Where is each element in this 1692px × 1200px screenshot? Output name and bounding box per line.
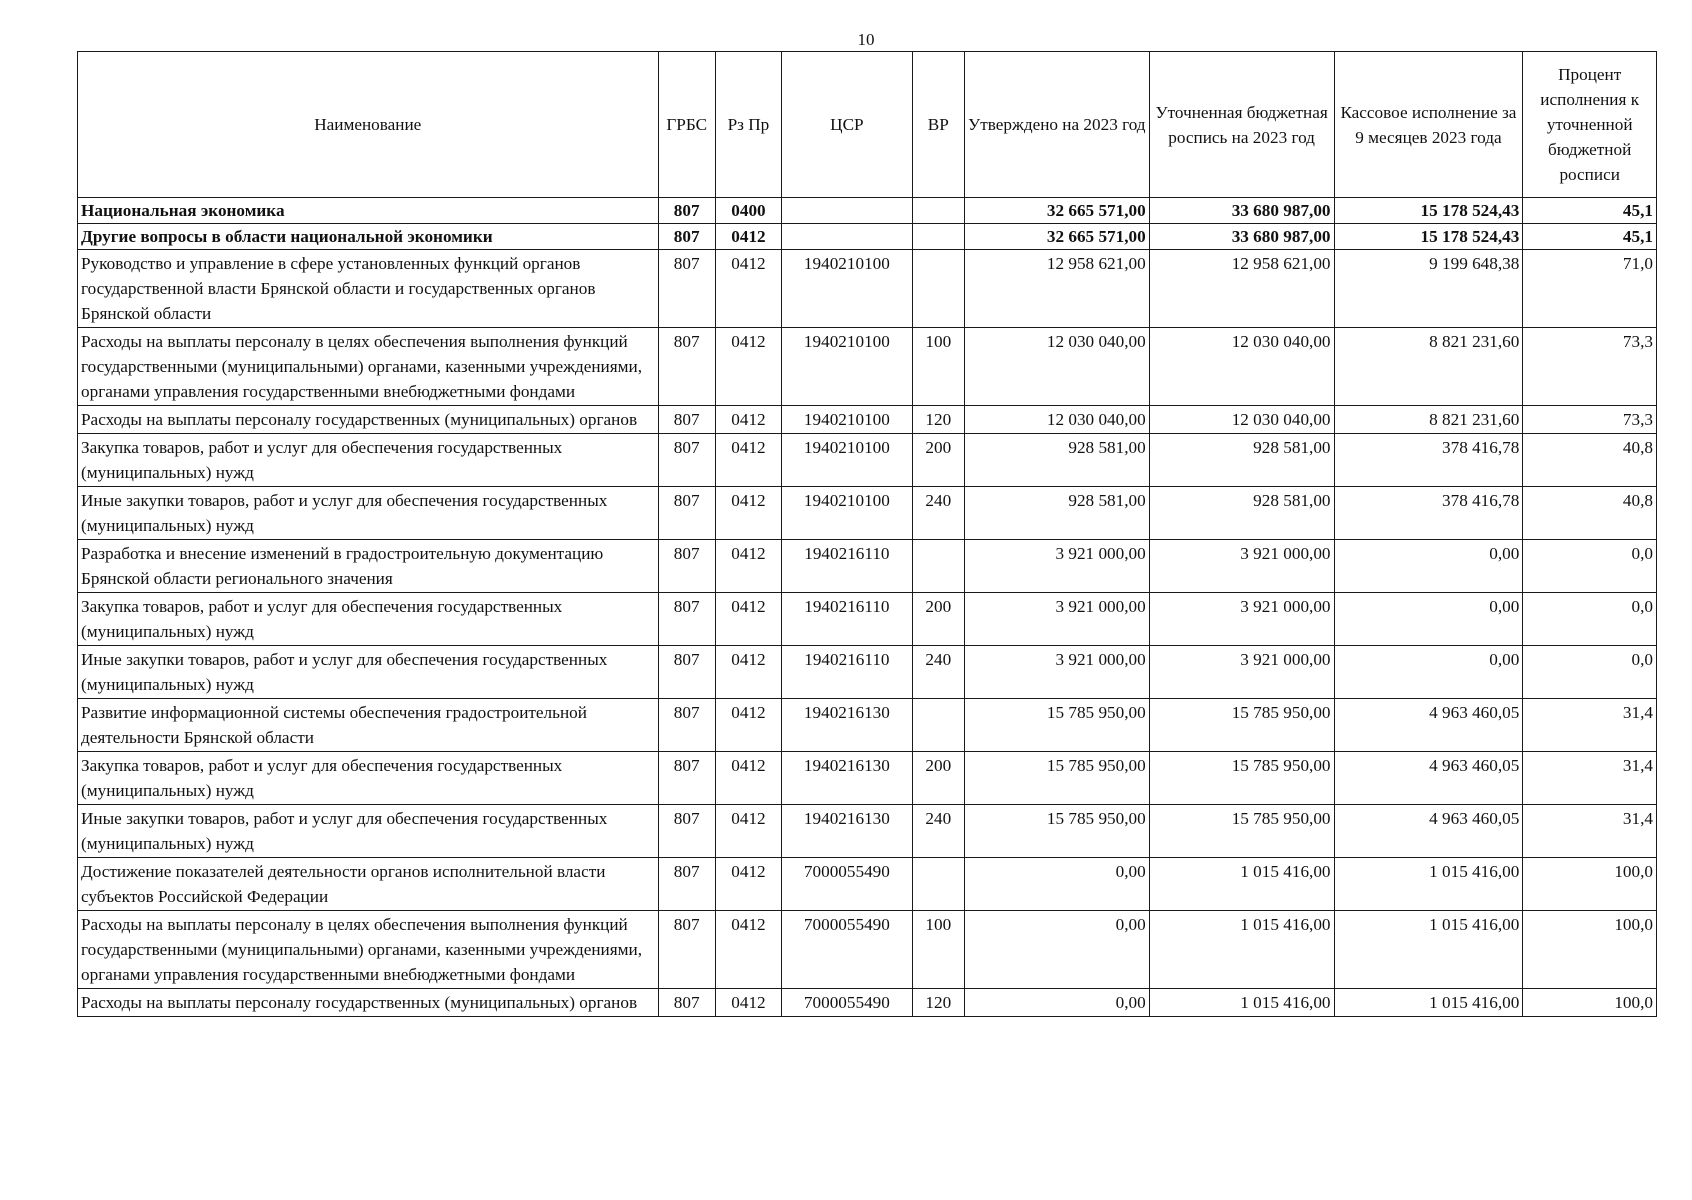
cell-approved: 12 030 040,00 <box>964 328 1149 406</box>
header-refined: Уточненная бюджетная роспись на 2023 год <box>1149 52 1334 198</box>
cell-csr: 1940210100 <box>782 250 913 328</box>
cell-grbs: 807 <box>658 198 715 224</box>
cell-rzpr: 0412 <box>715 911 781 989</box>
cell-csr: 7000055490 <box>782 911 913 989</box>
cell-percent: 71,0 <box>1523 250 1657 328</box>
cell-vr: 120 <box>912 406 964 434</box>
cell-refined: 12 030 040,00 <box>1149 406 1334 434</box>
cell-grbs: 807 <box>658 752 715 805</box>
cell-approved: 15 785 950,00 <box>964 752 1149 805</box>
cell-csr: 1940216130 <box>782 699 913 752</box>
cell-rzpr: 0412 <box>715 646 781 699</box>
cell-refined: 3 921 000,00 <box>1149 646 1334 699</box>
cell-approved: 0,00 <box>964 911 1149 989</box>
cell-approved: 12 958 621,00 <box>964 250 1149 328</box>
cell-refined: 15 785 950,00 <box>1149 699 1334 752</box>
cell-name: Разработка и внесение изменений в градостроительную документацию Брянской области регионального значения <box>78 540 659 593</box>
table-body <box>78 198 1657 1017</box>
cell-rzpr: 0412 <box>715 752 781 805</box>
cell-approved: 0,00 <box>964 858 1149 911</box>
cell-grbs: 807 <box>658 911 715 989</box>
cell-refined: 33 680 987,00 <box>1149 198 1334 224</box>
cell-grbs: 807 <box>658 250 715 328</box>
cell-cash: 4 963 460,05 <box>1334 805 1523 858</box>
cell-rzpr: 0412 <box>715 224 781 250</box>
cell-cash: 4 963 460,05 <box>1334 752 1523 805</box>
cell-approved: 3 921 000,00 <box>964 540 1149 593</box>
cell-vr <box>912 540 964 593</box>
cell-percent: 100,0 <box>1523 911 1657 989</box>
cell-cash: 1 015 416,00 <box>1334 858 1523 911</box>
cell-grbs: 807 <box>658 858 715 911</box>
cell-grbs: 807 <box>658 989 715 1017</box>
table-row <box>78 989 1657 1017</box>
cell-csr: 1940210100 <box>782 328 913 406</box>
cell-cash: 0,00 <box>1334 540 1523 593</box>
cell-percent: 31,4 <box>1523 805 1657 858</box>
cell-name: Другие вопросы в области национальной экономики <box>78 224 659 250</box>
cell-refined: 1 015 416,00 <box>1149 911 1334 989</box>
cell-refined: 1 015 416,00 <box>1149 858 1334 911</box>
table-row <box>78 858 1657 911</box>
cell-csr: 7000055490 <box>782 989 913 1017</box>
cell-name: Национальная экономика <box>78 198 659 224</box>
cell-grbs: 807 <box>658 805 715 858</box>
cell-rzpr: 0412 <box>715 593 781 646</box>
table-row <box>78 224 1657 250</box>
cell-vr <box>912 250 964 328</box>
cell-vr <box>912 198 964 224</box>
cell-name: Руководство и управление в сфере установленных функций органов государственной власти Брянской области и государственных органов Брянской области <box>78 250 659 328</box>
cell-percent: 73,3 <box>1523 406 1657 434</box>
header-csr: ЦСР <box>782 52 913 198</box>
cell-grbs: 807 <box>658 406 715 434</box>
cell-csr: 1940210100 <box>782 434 913 487</box>
cell-approved: 928 581,00 <box>964 487 1149 540</box>
cell-refined: 15 785 950,00 <box>1149 805 1334 858</box>
cell-rzpr: 0412 <box>715 805 781 858</box>
cell-name: Развитие информационной системы обеспечения градостроительной деятельности Брянской области <box>78 699 659 752</box>
cell-vr: 240 <box>912 646 964 699</box>
header-approved: Утверждено на 2023 год <box>964 52 1149 198</box>
cell-cash: 8 821 231,60 <box>1334 328 1523 406</box>
cell-name: Иные закупки товаров, работ и услуг для обеспечения государственных (муниципальных) нужд <box>78 487 659 540</box>
cell-name: Расходы на выплаты персоналу в целях обеспечения выполнения функций государственными (муниципальными) органами, казенными учреждениями, органами управления государственными внебюджетными фондами <box>78 911 659 989</box>
cell-cash: 1 015 416,00 <box>1334 911 1523 989</box>
table-row <box>78 911 1657 989</box>
cell-cash: 15 178 524,43 <box>1334 198 1523 224</box>
table-row <box>78 540 1657 593</box>
cell-csr <box>782 198 913 224</box>
cell-vr <box>912 699 964 752</box>
cell-csr <box>782 224 913 250</box>
cell-approved: 32 665 571,00 <box>964 224 1149 250</box>
cell-cash: 0,00 <box>1334 646 1523 699</box>
table-row <box>78 198 1657 224</box>
cell-approved: 928 581,00 <box>964 434 1149 487</box>
cell-refined: 12 030 040,00 <box>1149 328 1334 406</box>
cell-percent: 73,3 <box>1523 328 1657 406</box>
cell-rzpr: 0400 <box>715 198 781 224</box>
cell-approved: 3 921 000,00 <box>964 646 1149 699</box>
cell-grbs: 807 <box>658 593 715 646</box>
cell-approved: 0,00 <box>964 989 1149 1017</box>
cell-percent: 0,0 <box>1523 593 1657 646</box>
cell-percent: 45,1 <box>1523 224 1657 250</box>
cell-percent: 31,4 <box>1523 699 1657 752</box>
table-row <box>78 250 1657 328</box>
table-header-row <box>78 52 1657 198</box>
cell-refined: 928 581,00 <box>1149 434 1334 487</box>
cell-refined: 15 785 950,00 <box>1149 752 1334 805</box>
cell-rzpr: 0412 <box>715 540 781 593</box>
cell-name: Достижение показателей деятельности органов исполнительной власти субъектов Российской Федерации <box>78 858 659 911</box>
table-row <box>78 434 1657 487</box>
cell-vr: 240 <box>912 805 964 858</box>
cell-csr: 1940216110 <box>782 593 913 646</box>
cell-percent: 45,1 <box>1523 198 1657 224</box>
cell-name: Расходы на выплаты персоналу в целях обеспечения выполнения функций государственными (муниципальными) органами, казенными учреждениями, органами управления государственными внебюджетными фондами <box>78 328 659 406</box>
cell-refined: 928 581,00 <box>1149 487 1334 540</box>
cell-rzpr: 0412 <box>715 487 781 540</box>
cell-grbs: 807 <box>658 646 715 699</box>
cell-grbs: 807 <box>658 540 715 593</box>
cell-vr: 100 <box>912 328 964 406</box>
cell-name: Иные закупки товаров, работ и услуг для обеспечения государственных (муниципальных) нужд <box>78 646 659 699</box>
cell-refined: 3 921 000,00 <box>1149 593 1334 646</box>
cell-grbs: 807 <box>658 328 715 406</box>
header-percent: Процент исполнения к уточненной бюджетной росписи <box>1523 52 1657 198</box>
page-number: 10 <box>857 30 875 49</box>
table-row <box>78 487 1657 540</box>
header-vr: ВР <box>912 52 964 198</box>
cell-grbs: 807 <box>658 224 715 250</box>
cell-refined: 12 958 621,00 <box>1149 250 1334 328</box>
cell-vr: 240 <box>912 487 964 540</box>
header-grbs: ГРБС <box>658 52 715 198</box>
cell-refined: 1 015 416,00 <box>1149 989 1334 1017</box>
cell-vr <box>912 224 964 250</box>
cell-percent: 0,0 <box>1523 646 1657 699</box>
cell-refined: 3 921 000,00 <box>1149 540 1334 593</box>
cell-cash: 1 015 416,00 <box>1334 989 1523 1017</box>
header-cash: Кассовое исполнение за 9 месяцев 2023 года <box>1334 52 1523 198</box>
cell-cash: 8 821 231,60 <box>1334 406 1523 434</box>
table-row <box>78 406 1657 434</box>
cell-percent: 100,0 <box>1523 989 1657 1017</box>
cell-vr: 120 <box>912 989 964 1017</box>
cell-percent: 0,0 <box>1523 540 1657 593</box>
cell-percent: 40,8 <box>1523 487 1657 540</box>
cell-cash: 4 963 460,05 <box>1334 699 1523 752</box>
header-rzpr: Рз Пр <box>715 52 781 198</box>
header-name: Наименование <box>78 52 659 198</box>
cell-approved: 15 785 950,00 <box>964 805 1149 858</box>
cell-csr: 7000055490 <box>782 858 913 911</box>
cell-grbs: 807 <box>658 487 715 540</box>
cell-name: Закупка товаров, работ и услуг для обеспечения государственных (муниципальных) нужд <box>78 752 659 805</box>
cell-approved: 32 665 571,00 <box>964 198 1149 224</box>
cell-approved: 15 785 950,00 <box>964 699 1149 752</box>
cell-vr: 100 <box>912 911 964 989</box>
cell-csr: 1940216130 <box>782 752 913 805</box>
cell-approved: 3 921 000,00 <box>964 593 1149 646</box>
cell-rzpr: 0412 <box>715 328 781 406</box>
cell-rzpr: 0412 <box>715 989 781 1017</box>
cell-percent: 100,0 <box>1523 858 1657 911</box>
cell-name: Иные закупки товаров, работ и услуг для обеспечения государственных (муниципальных) нужд <box>78 805 659 858</box>
cell-name: Расходы на выплаты персоналу государственных (муниципальных) органов <box>78 989 659 1017</box>
cell-vr: 200 <box>912 434 964 487</box>
cell-rzpr: 0412 <box>715 250 781 328</box>
cell-percent: 31,4 <box>1523 752 1657 805</box>
cell-vr: 200 <box>912 593 964 646</box>
table-row <box>78 752 1657 805</box>
table-row <box>78 328 1657 406</box>
cell-cash: 9 199 648,38 <box>1334 250 1523 328</box>
table-row <box>78 699 1657 752</box>
cell-rzpr: 0412 <box>715 434 781 487</box>
table-row <box>78 593 1657 646</box>
cell-percent: 40,8 <box>1523 434 1657 487</box>
cell-refined: 33 680 987,00 <box>1149 224 1334 250</box>
cell-vr <box>912 858 964 911</box>
cell-csr: 1940216110 <box>782 646 913 699</box>
cell-name: Закупка товаров, работ и услуг для обеспечения государственных (муниципальных) нужд <box>78 434 659 487</box>
cell-cash: 378 416,78 <box>1334 487 1523 540</box>
cell-csr: 1940216110 <box>782 540 913 593</box>
cell-name: Расходы на выплаты персоналу государственных (муниципальных) органов <box>78 406 659 434</box>
cell-cash: 378 416,78 <box>1334 434 1523 487</box>
budget-table <box>77 51 1657 1017</box>
cell-rzpr: 0412 <box>715 699 781 752</box>
cell-grbs: 807 <box>658 699 715 752</box>
cell-rzpr: 0412 <box>715 406 781 434</box>
cell-csr: 1940216130 <box>782 805 913 858</box>
cell-csr: 1940210100 <box>782 406 913 434</box>
cell-csr: 1940210100 <box>782 487 913 540</box>
table-row <box>78 805 1657 858</box>
table-row <box>78 646 1657 699</box>
cell-grbs: 807 <box>658 434 715 487</box>
cell-cash: 0,00 <box>1334 593 1523 646</box>
cell-name: Закупка товаров, работ и услуг для обеспечения государственных (муниципальных) нужд <box>78 593 659 646</box>
cell-rzpr: 0412 <box>715 858 781 911</box>
cell-vr: 200 <box>912 752 964 805</box>
cell-approved: 12 030 040,00 <box>964 406 1149 434</box>
cell-cash: 15 178 524,43 <box>1334 224 1523 250</box>
